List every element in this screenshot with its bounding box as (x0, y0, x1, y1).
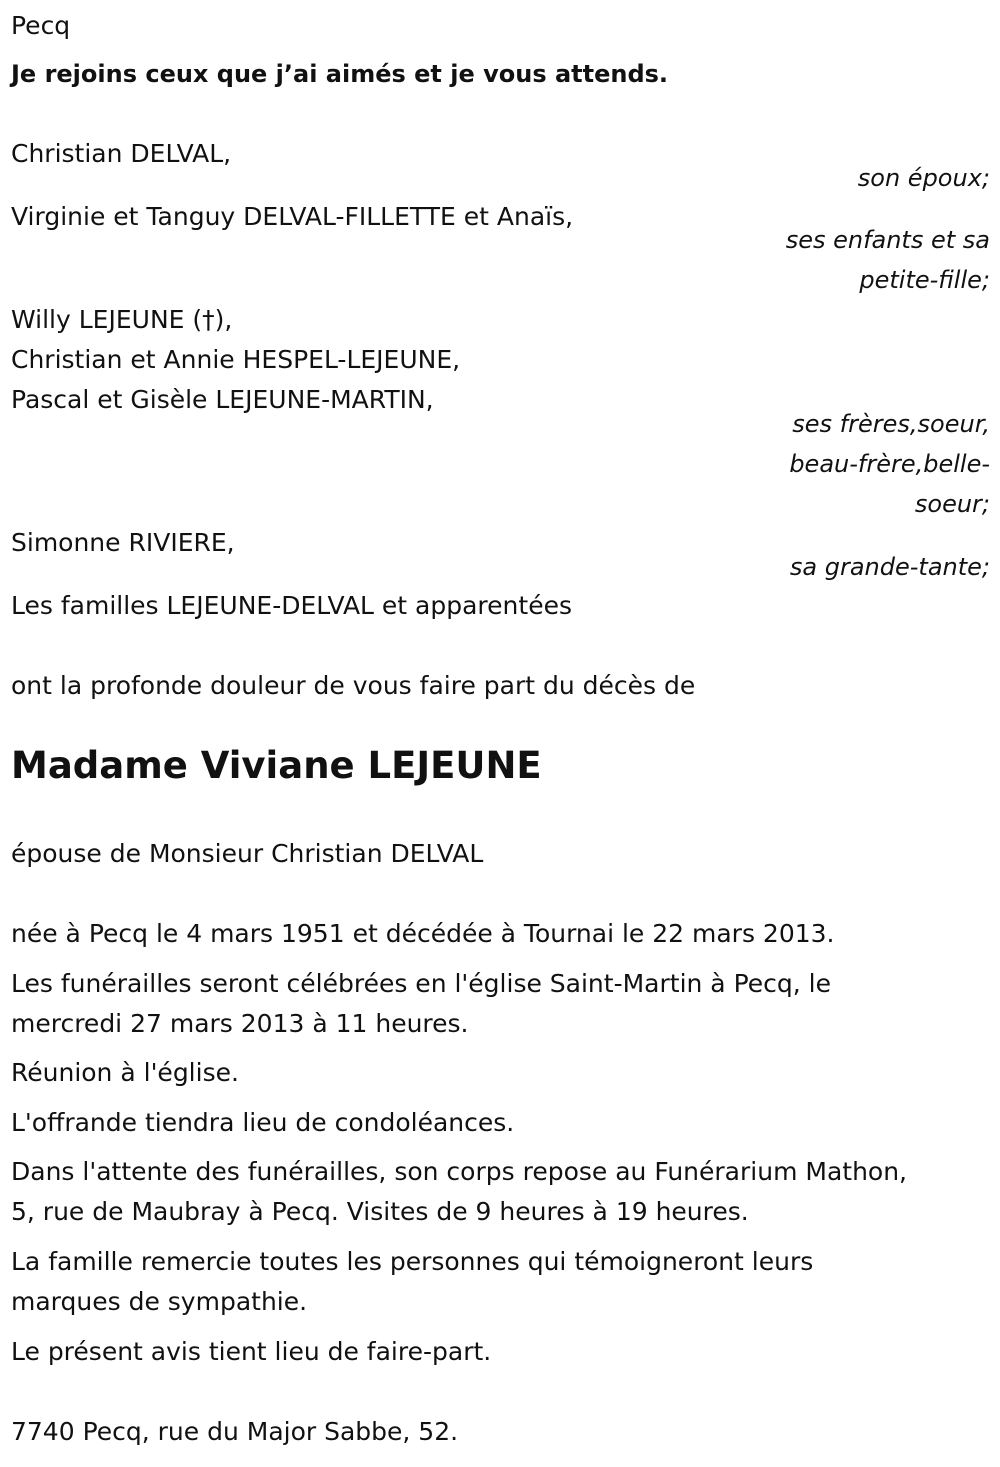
family-sibling-1: Willy LEJEUNE (†), (11, 305, 233, 334)
offering-text: L'offrande tiendra lieu de condoléances. (11, 1108, 515, 1137)
family-spouse-relation: son époux; (857, 164, 990, 192)
family-related-families: Les familles LEJEUNE-DELVAL et apparentées (11, 591, 572, 620)
header-quote: Je rejoins ceux que j’ai aimés et je vous attends. (11, 60, 669, 88)
deceased-spouse: épouse de Monsieur Christian DELVAL (11, 839, 484, 868)
funerarium-line2: 5, rue de Maubray à Pecq. Visites de 9 heures à 19 heures. (11, 1197, 749, 1226)
family-spouse-name: Christian DELVAL, (11, 139, 232, 168)
funeral-details-line1: Les funérailles seront célébrées en l'église Saint-Martin à Pecq, le (11, 969, 831, 998)
family-greataunt-name: Simonne RIVIERE, (11, 528, 235, 557)
family-address: 7740 Pecq, rue du Major Sabbe, 52. (11, 1417, 459, 1446)
family-sibling-3: Pascal et Gisèle LEJEUNE-MARTIN, (11, 385, 434, 414)
reunion-text: Réunion à l'église. (11, 1058, 239, 1087)
family-siblings-relation-line2: beau-frère,belle- (789, 450, 990, 478)
family-children-names: Virginie et Tanguy DELVAL-FILLETTE et Anaïs, (11, 202, 574, 231)
family-siblings-relation-line1: ses frères,soeur, (792, 410, 990, 438)
family-greataunt-relation: sa grande-tante; (789, 553, 990, 581)
thanks-line1: La famille remercie toutes les personnes qui témoigneront leurs (11, 1247, 814, 1276)
family-children-relation-line2: petite-fille; (859, 266, 990, 294)
deceased-dates: née à Pecq le 4 mars 1951 et décédée à Tournai le 22 mars 2013. (11, 919, 835, 948)
family-sibling-2: Christian et Annie HESPEL-LEJEUNE, (11, 345, 461, 374)
thanks-line2: marques de sympathie. (11, 1287, 308, 1316)
family-children-relation-line1: ses enfants et sa (785, 226, 990, 254)
family-siblings-relation-line3: soeur; (914, 490, 990, 518)
funerarium-line1: Dans l'attente des funérailles, son corps repose au Funérarium Mathon, (11, 1157, 907, 1186)
funeral-details-line2: mercredi 27 mars 2013 à 11 heures. (11, 1009, 469, 1038)
notice-text: Le présent avis tient lieu de faire-part. (11, 1337, 492, 1366)
announcement-text: ont la profonde douleur de vous faire part du décès de (11, 671, 696, 700)
deceased-name: Madame Viviane LEJEUNE (11, 744, 542, 787)
header-town: Pecq (11, 11, 71, 40)
